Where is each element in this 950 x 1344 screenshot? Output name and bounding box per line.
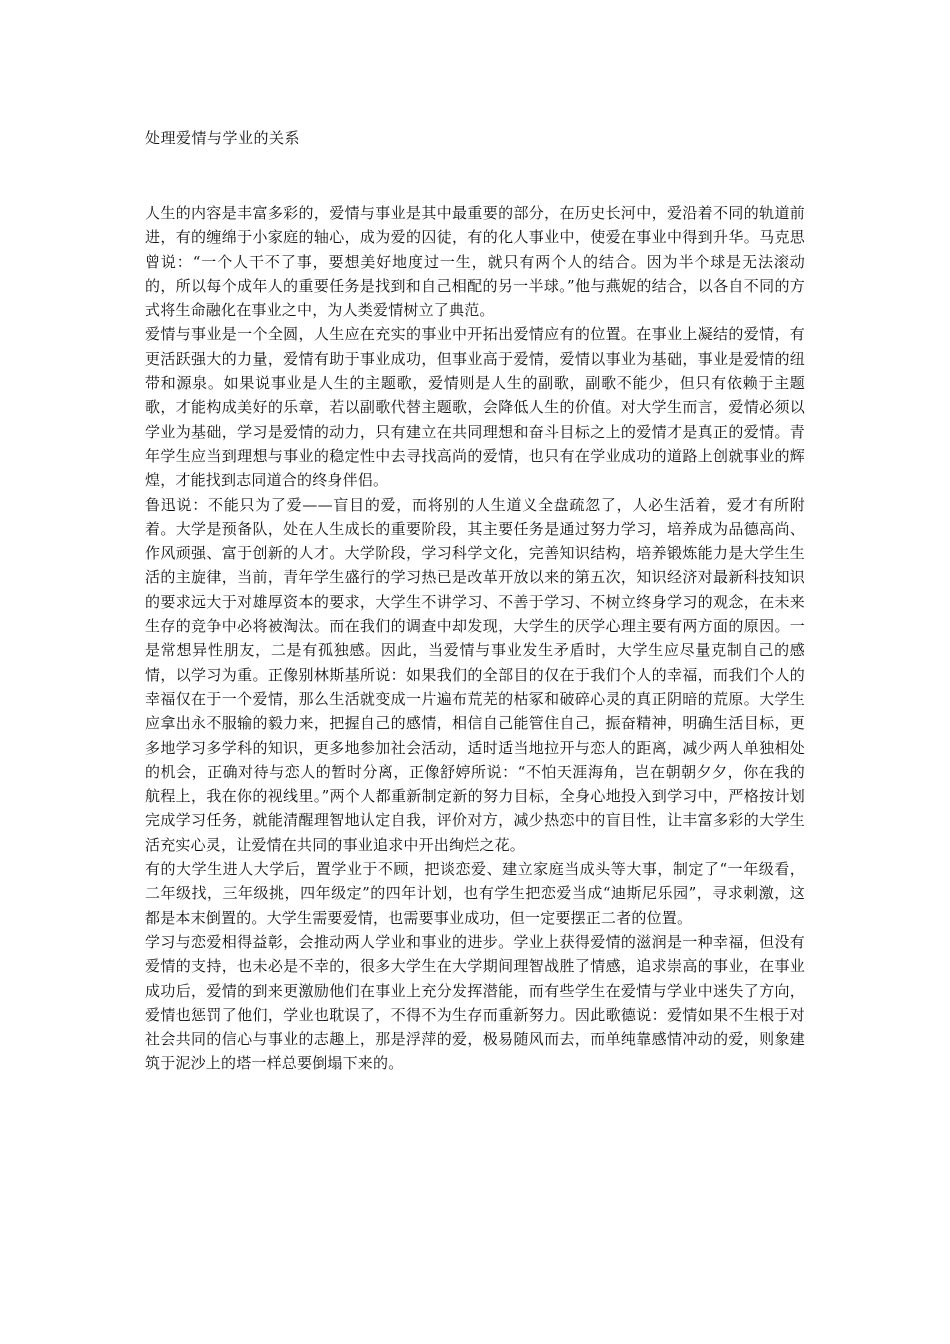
paragraph: 学习与恋爱相得益彰，会推动两人学业和事业的进步。学业上获得爱情的滋润是一种幸福，但没有爱情的支持，也未必是不幸的，很多大学生在大学期间理智战胜了情感，追求崇高的事业，在事业成功后，爱情的到来更激励他们在事业上充分发挥潜能，而有些学生在爱情与学业中迷失了方向，爱情也惩罚了他们，学业也耽误了，不得不为生存而重新努力。因此歌德说：爱情如果不生根于对社会共同的信心与事业的志趣上，那是浮萍的爱，极易随风而去，而单纯靠感情冲动的爱，则象建筑于泥沙上的塔一样总要倒塌下来的。 [145,932,805,1073]
paragraph: 鲁迅说：不能只为了爱——盲目的爱，而将别的人生道义全盘疏忽了，人必生活着，爱才有所附着。大学是预备队，处在人生成长的重要阶段，其主要任务是通过努力学习，培养成为品德高尚、作风顽强、富于创新的人才。大学阶段，学习科学文化，完善知识结构，培养锻炼能力是大学生生活的主旋律，当前，青年学生盛行的学习热已是改革开放以来的第五次，知识经济对最新科技知识的要求远大于对雄厚资本的要求，大学生不讲学习、不善于学习、不树立终身学习的观念，在未来生存的竞争中必将被淘汰。而在我们的调查中却发现，大学生的厌学心理主要有两方面的原因。一是常想异性朋友，二是有孤独感。因此，当爱情与事业发生矛盾时，大学生应尽量克制自己的感情，以学习为重。正像别林斯基所说：如果我们的全部目的仅在于我们个人的幸福，而我们个人的幸福仅在于一个爱情，那么生活就变成一片遍布荒芜的枯冢和破碎心灵的真正阴暗的荒原。大学生应拿出永不服输的毅力来，把握自己的感情，相信自己能管住自己，振奋精神，明确生活目标，更多地学习多学科的知识，更多地参加社会活动，适时适当地拉开与恋人的距离，减少两人单独相处的机会，正确对待与恋人的暂时分离，正像舒婷所说：“不怕天涯海角，岂在朝朝夕夕，你在我的航程上，我在你的视线里。”两个人都重新制定新的努力目标，全身心地投入到学习中，严格按计划完成学习任务，就能清醒理智地认定自我，评价对方，减少热恋中的盲目性，让丰富多彩的大学生活充实心灵，让爱情在共同的事业追求中开出绚烂之花。 [145,495,805,854]
paragraph: 人生的内容是丰富多彩的，爱情与事业是其中最重要的部分，在历史长河中，爱沿着不同的轨道前进，有的缠绵于小家庭的轴心，成为爱的囚徒，有的化人事业中，使爱在事业中得到升华。马克思曾说：“一个人干不了事，要想美好地度过一生，就只有两个人的结合。因为半个球是无法滚动的，所以每个成年人的重要任务是找到和自己相配的另一半球。”他与燕妮的结合，以各自不同的方式将生命融化在事业之中，为人类爱情树立了典范。 [145,204,805,320]
document-title: 处理爱情与学业的关系 [145,129,301,147]
paragraph: 有的大学生进人大学后，置学业于不顾，把谈恋爱、建立家庭当成头等大事，制定了“一年级看，二年级找，三年级挑，四年级定”的四年计划，也有学生把恋爱当成“迪斯尼乐园”，寻求刺激，这都是本末倒置的。大学生需要爱情，也需要事业成功，但一定要摆正二者的位置。 [145,860,805,927]
document-body [145,201,805,1076]
paragraph: 爱情与事业是一个全圆，人生应在充实的事业中开拓出爱情应有的位置。在事业上凝结的爱情，有更活跃强大的力量，爱情有助于事业成功，但事业高于爱情，爱情以事业为基础，事业是爱情的纽带和源泉。如果说事业是人生的主题歌，爱情则是人生的副歌，副歌不能少，但只有依赖于主题歌，才能构成美好的乐章，若以副歌代替主题歌，会降低人生的价值。对大学生而言，爱情必须以学业为基础，学习是爱情的动力，只有建立在共同理想和奋斗目标之上的爱情才是真正的爱情。青年学生应当到理想与事业的稳定性中去寻找高尚的爱情，也只有在学业成功的道路上创就事业的辉煌，才能找到志同道合的终身伴侣。 [145,325,805,490]
